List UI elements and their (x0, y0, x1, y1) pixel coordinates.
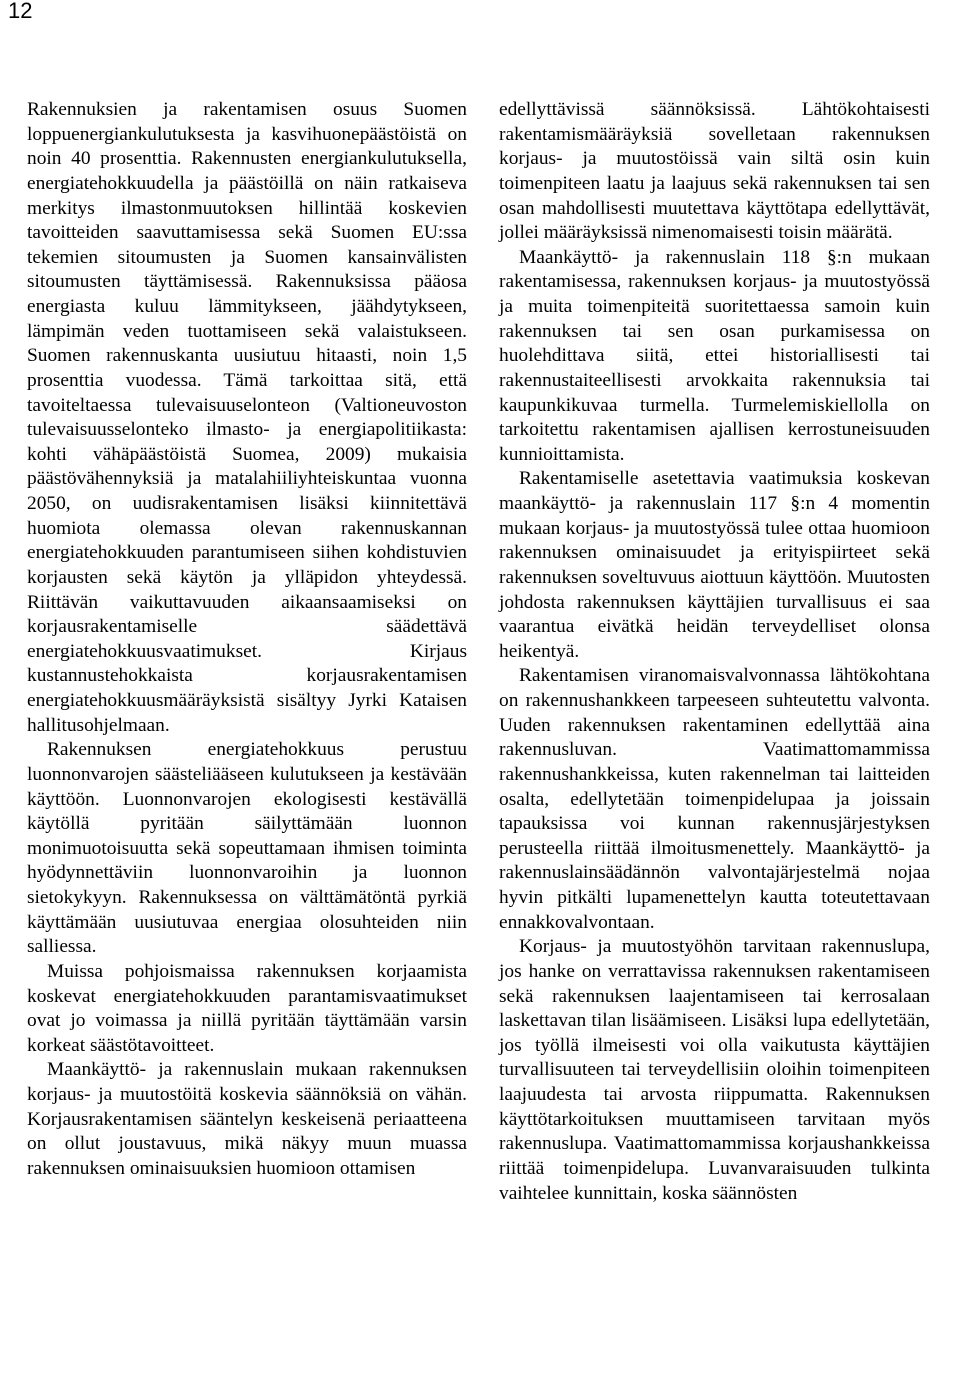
paragraph: Rakennuksen energiatehokkuus perustuu luonnonvarojen säästeliääseen kulutukseen ja kestävään käyttöön. Luonnonvarojen ekologisesti kestävällä käytöllä pyritään säilyttämään luonnon monimuotoisuutta sekä sopeuttamaan ihmisen toiminta hyödynnettäviin luonnonvaroihin ja luonnon sietokykyyn. Rakennuksessa on välttämätöntä pyrkiä käyttämään uusiutuvaa energiaa olosuhteiden niin salliessa. (27, 739, 467, 958)
page-number: 12 (8, 0, 33, 23)
paragraph: edellyttävissä säännöksissä. Lähtökohtaisesti rakentamismääräyksiä sovelletaan rakennuksen korjaus- ja muutostöissä vain siltä osin kuin toimenpiteen laatu ja laajuus sekä rakennuksen tai sen osan mahdollisesti muutettava käyttötapa edellyttävät, jollei määräyksissä nimenomaisesti toisin määrätä. (499, 99, 930, 244)
paragraph: Rakentamisen viranomaisvalvonnassa lähtökohtana on rakennushankkeen tarpeeseen suhteutettu valvonta. Uuden rakennuksen rakentaminen edellyttää aina rakennusluvan. Vaatimattomammissa rakennushankkeissa, kuten rakennelman tai laitteiden osalta, edellytetään toimenpidelupaa ja joissain tapauksissa voi kunnan rakennusjärjestyksen perusteella riittää ilmoitusmenettely. Maankäyttö- ja rakennuslainsäädännön valvontajärjestelmä nojaa hyvin pitkälti lupamenettelyn kautta toteutettavaan ennakkovalvontaan. (499, 665, 930, 933)
paragraph: Korjaus- ja muutostyöhön tarvitaan rakennuslupa, jos hanke on verrattavissa rakennuksen rakentamiseen sekä rakennuksen laajentamiseen tai kerrosalaan laskettavan tilan lisäämiseen. Lisäksi lupa edellytetään, jos työllä ilmeisesti voi olla vaikutusta käyttäjien turvallisuuteen tai terveydellisiin oloihin toimenpiteen laajuudesta tai arvosta riippumatta. Rakennuksen käyttötarkoituksen muuttamiseen tarvitaan myös rakennuslupa. Vaatimattomammissa korjaushankkeissa riittää toimenpidelupa. Luvanvaraisuuden tulkinta vaihtelee kunnittain, koska säännösten (499, 936, 930, 1204)
paragraph: Maankäyttö- ja rakennuslain mukaan rakennuksen korjaus- ja muutostöitä koskevia säännöksiä on vähän. Korjausrakentamisen sääntelyn keskeisenä periaatteena on ollut joustavuus, mikä näkyy muun muassa rakennuksen ominaisuuksien huomioon ottamisen (27, 1059, 467, 1179)
paragraph: Maankäyttö- ja rakennuslain 118 §:n mukaan rakentamisessa, rakennuksen korjaus- ja muutostyössä ja muita toimenpiteitä suoritettaessa samoin kuin rakennuksen tai sen osan purkamisessa on huolehdittava siitä, ettei historiallisesti tai rakennustaiteellisesti arvokkaita rakennuksia tai kaupunkikuvaa turmella. Turmelemiskiellolla on tarkoitettu rakentamisen ajallisen kerrostuneisuuden kunnioittamista. (499, 246, 930, 465)
left-column (27, 98, 467, 1182)
paragraph: Muissa pohjoismaissa rakennuksen korjaamista koskevat energiatehokkuuden parantamisvaatimukset ovat jo voimassa ja niillä pyritään täyttämään varsin korkeat säästötavoitteet. (27, 960, 467, 1056)
paragraph: Rakennuksien ja rakentamisen osuus Suomen loppuenergiankulutuksesta ja kasvihuonepäästöistä on noin 40 prosenttia. Rakennusten energiankulutuksella, energiatehokkuudella ja päästöillä on näin ratkaiseva merkitys ilmastonmuutoksen hillintää koskevien tavoitteiden saavuttamisessa sekä Suomen EU:ssa tekemien sitoumusten ja Suomen kansainvälisten sitoumusten täyttämisessä. Rakennuksissa pääosa energiasta kuluu lämmitykseen, jäähdytykseen, lämpimän veden tuottamiseen sekä valaistukseen. Suomen rakennuskanta uusiutuu hitaasti, noin 1,5 prosenttia vuodessa. Tämä tarkoittaa sitä, että tavoiteltaessa tulevaisuuselonteon (Valtioneuvoston tulevaisuusselonteko ilmasto- ja energiapolitiikasta: kohti vähäpäästöistä Suomea, 2009) mukaisia päästövähennyksiä ja matalahiiliyhteiskuntaa vuonna 2050, on uudisrakentamisen lisäksi kiinnitettävä huomiota olemassa olevan rakennuskannan energiatehokkuuden parantumiseen siihen kohdistuvien korjausten sekä käytön ja ylläpidon yhteydessä. Riittävän vaikuttavuuden aikaansaamiseksi on korjausrakentamiselle säädettävä energiatehokkuusvaatimukset. Kirjaus kustannustehokkaista korjausrakentamisen energiatehokkuusmääräyksistä sisältyy Jyrki Kataisen hallitusohjelmaan. (27, 99, 467, 736)
paragraph: Rakentamiselle asetettavia vaatimuksia koskevan maankäyttö- ja rakennuslain 117 §:n 4 momentin mukaan korjaus- ja muutostyössä tulee ottaa huomioon rakennuksen ominaisuudet ja erityispiirteet sekä rakennuksen soveltuvuus aiottuun käyttöön. Muutosten johdosta rakennuksen käyttäjien turvallisuus ei saa vaarantua eivätkä heidän terveydelliset olonsa heikentyä. (499, 468, 930, 662)
right-column (499, 98, 930, 1206)
